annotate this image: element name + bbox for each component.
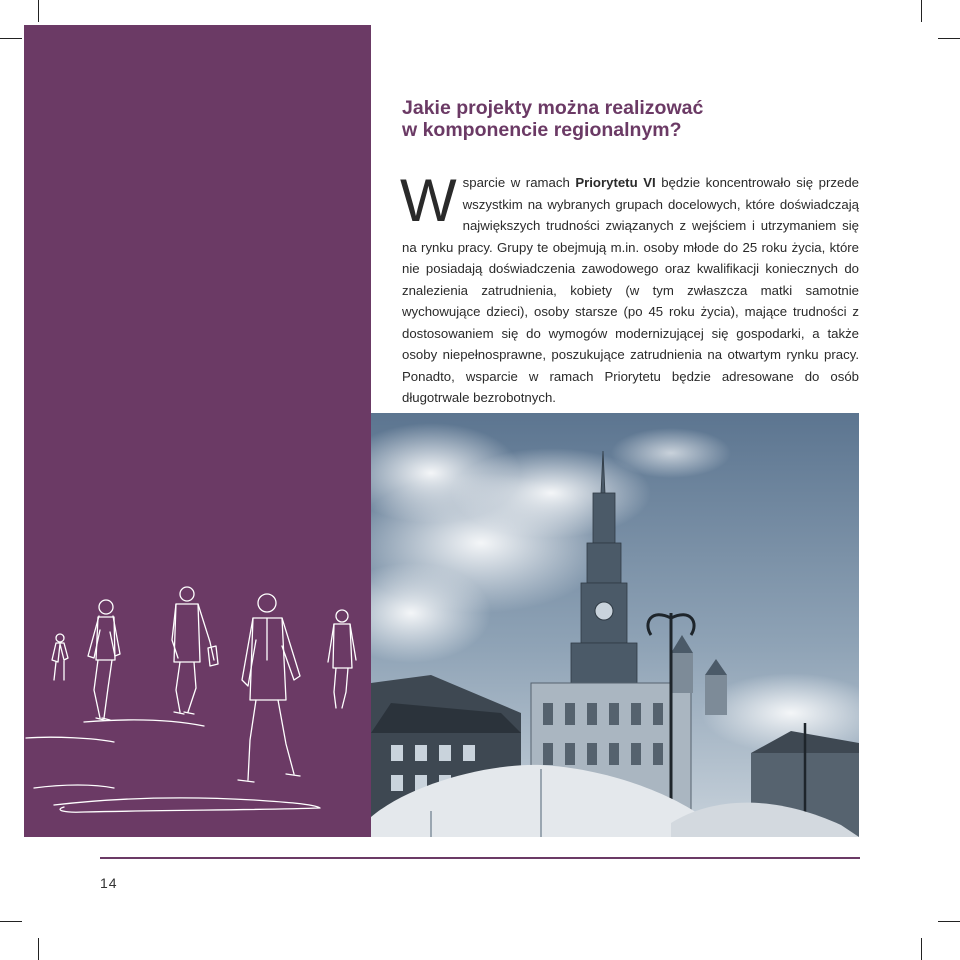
- walker-figure-3: [172, 587, 218, 714]
- footer-rule: [100, 857, 860, 859]
- walker-figure-5: [328, 610, 356, 708]
- body-text-bold: Priorytetu VI: [575, 175, 656, 190]
- crop-mark: [921, 938, 922, 960]
- body-text-part-1: sparcie w ramach: [462, 175, 576, 190]
- body-paragraph: [400, 167, 859, 409]
- walker-figure-4: [238, 594, 300, 782]
- page-number: 14: [100, 875, 118, 891]
- body-text-part-2: będzie koncentrowało się przede wszystkim na wybranych grupach docelowych, które doświadczają największych trudności związanych z wejściem i utrzymaniem się na rynku pracy. Grupy te obejmują m.in. osoby młode do 25 roku życia, które nie posiadają doświadczenia zawodowego oraz kwalifikacji koniecznych do znalezienia zatrudnienia, kobiety (w tym zwłaszcza matki samotnie wychowujące dzieci), osoby starsze (po 45 roku życia), mające trudności z dostosowaniem się do wymogów modernizującej się gospodarki, a także osoby niepełnosprawne, poszukujące zatrudnienia na otwartym rynku pracy. Ponadto, wsparcie w ramach Priorytetu będzie adresowane do osób długotrwale bezrobotnych.: [402, 175, 859, 405]
- walker-figure-1: [52, 634, 68, 680]
- drop-cap: W: [400, 167, 457, 234]
- crop-mark: [0, 38, 22, 39]
- crop-mark: [938, 38, 960, 39]
- town-hall-photo: [371, 413, 859, 837]
- heading-line-2: w komponencie regionalnym?: [402, 119, 682, 141]
- crop-mark: [0, 921, 22, 922]
- page-heading: [402, 97, 842, 141]
- heading-line-1: Jakie projekty można realizować: [402, 97, 704, 119]
- crop-mark: [921, 0, 922, 22]
- crop-mark: [38, 0, 39, 22]
- walking-people-illustration: [24, 560, 371, 837]
- crop-mark: [38, 938, 39, 960]
- walker-figure-2: [88, 600, 120, 720]
- crop-mark: [938, 921, 960, 922]
